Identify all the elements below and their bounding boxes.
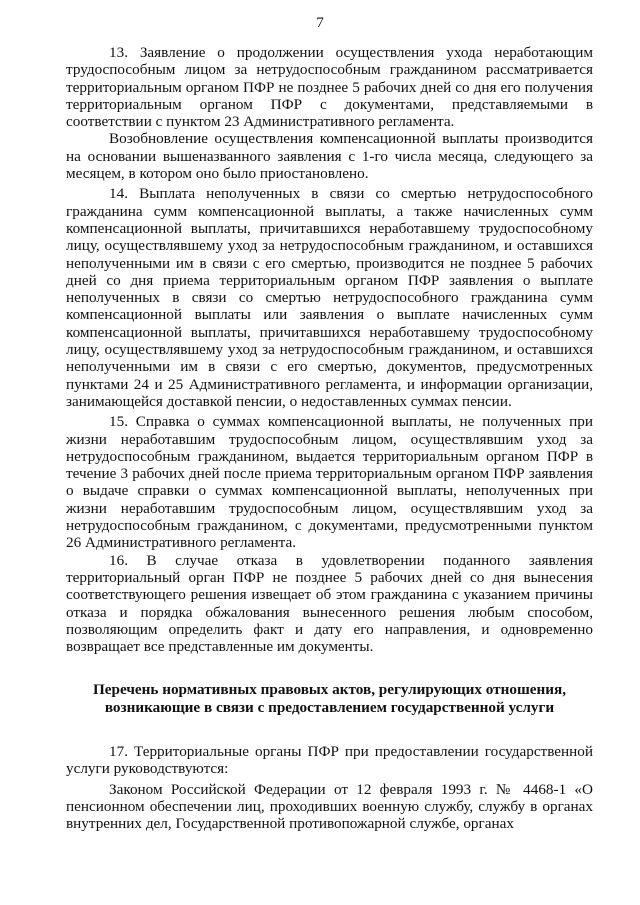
section-heading: Перечень нормативных правовых актов, регулирующих отношения, возникающие в связи с предоставлением государственной услуги xyxy=(92,681,567,716)
paragraph-resumption: Возобновление осуществления компенсационной выплаты производится на основании вышеназванного заявления с 1-го числа месяца, следующего за месяцем, в котором оно было приостановлено. xyxy=(66,130,593,183)
paragraph-16: 16. В случае отказа в удовлетворении поданного заявления территориальный орган ПФР не позднее 5 рабочих дней со дня вынесения соответствующего решения извещает об этом гражданина с указанием причины отказа и порядка обжалования вынесенного решения любым способом, позволяющим определить факт и дату его направления, и одновременно возвращает все представленные им документы. xyxy=(66,551,593,656)
document-body xyxy=(66,44,593,832)
paragraph-15: 15. Справка о суммах компенсационной выплаты, не полученных при жизни неработавшим трудоспособным лицом, осуществлявшим уход за нетрудоспособным гражданином, выдается территориальным органом ПФР в течение 3 рабочих дней после приема территориальным органом ПФР заявления о выдаче справки о суммах компенсационной выплаты, неполученных при жизни неработавшим трудоспособным лицом, осуществлявшим уход за нетрудоспособным гражданином, с документами, предусмотренными пунктом 26 Административного регламента. xyxy=(66,413,593,552)
paragraph-17: 17. Территориальные органы ПФР при предоставлении государственной услуги руководствуются: xyxy=(66,742,593,778)
paragraph-13: 13. Заявление о продолжении осуществления ухода неработающим трудоспособным лицом за нетрудоспособным гражданином рассматривается территориальным органом ПФР не позднее 5 рабочих дней со дня его получения территориальным органом ПФР с документами, представляемыми в соответствии с пунктом 23 Административного регламента. xyxy=(66,44,593,131)
paragraph-law-reference: Законом Российской Федерации от 12 февраля 1993 г. № 4468-1 «О пенсионном обеспечении лиц, проходивших военную службу, службу в органах внутренних дел, Государственной противопожарной службе, органах xyxy=(66,780,593,833)
paragraph-14: 14. Выплата неполученных в связи со смертью нетрудоспособного гражданина сумм компенсационной выплаты, а также начисленных сумм компенсационной выплаты, причитавшихся неработавшему трудоспособному лицу, осуществлявшему уход за нетрудоспособным гражданином, и оставшихся неполученными им в связи с его смертью, производится не позднее 5 рабочих дней со дня приема территориальным органом ПФР заявления о выплате неполученных в связи со смертью нетрудоспособного гражданина сумм компенсационной выплаты или заявления о выплате начисленных сумм компенсационной выплаты, причитавшихся неработавшему трудоспособному лицу, осуществлявшему уход за нетрудоспособным гражданином, и оставшихся неполученными им в связи с его смертью, документов, предусмотренных пунктами 24 и 25 Административного регламента, и информации организации, занимающейся доставкой пенсии, о недоставленных суммах пенсии. xyxy=(66,185,593,410)
page-number: 7 xyxy=(316,15,324,31)
